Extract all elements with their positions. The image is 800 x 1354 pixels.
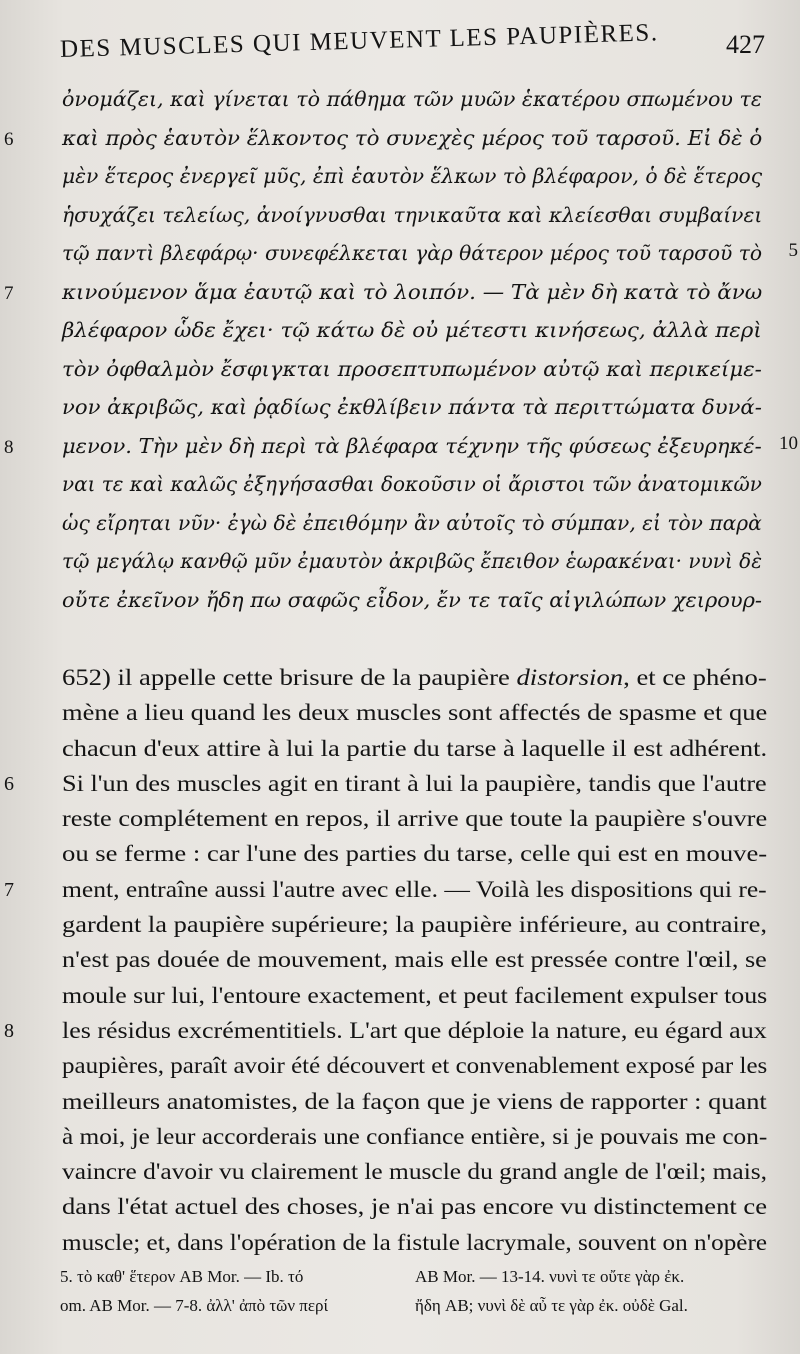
greek-line-text: ὡς εἴρηται νῦν· ἐγὼ δὲ ἐπειθόμην ἂν αὐτοῖς τὸ σύμπαν, εἰ τὸν παρὰ: [62, 510, 762, 535]
french-line-segment: mène a lieu quand les deux muscles sont affectés de spasme et que: [62, 700, 768, 726]
french-line: [40, 942, 770, 977]
french-line-text: [62, 978, 767, 1013]
french-line: [4, 872, 770, 907]
french-line-segment: Si l'un des muscles agit en tirant à lui la paupière, tandis que l'autre: [62, 770, 767, 796]
greek-line: [40, 388, 770, 427]
french-line: [40, 907, 770, 942]
greek-line-text: τῷ παντὶ βλεφάρῳ· συνεφέλκεται γὰρ θάτερον μέρος τοῦ ταρσοῦ τὸ: [62, 241, 763, 265]
greek-line-text: ὀνομάζει, καὶ γίνεται τὸ πάθημα τῶν μυῶν ἑκατέρου σπωμένου τε: [62, 87, 762, 111]
greek-line: [40, 581, 770, 620]
french-line-text: [62, 907, 767, 942]
margin-section-number: 7: [4, 282, 14, 304]
footnote-line: [60, 1291, 770, 1320]
margin-section-number: 7: [4, 878, 14, 901]
greek-line: [4, 119, 770, 158]
french-line: [40, 1154, 770, 1189]
french-line-segment: ou se ferme : car l'une des parties du tarse, celle qui est en mouve-: [62, 841, 768, 867]
footnote-line: [60, 1262, 770, 1291]
margin-section-number: 6: [4, 772, 14, 795]
running-title: DES MUSCLES QUI MEUVENT LES PAUPIÈRES.: [59, 19, 659, 63]
french-line-segment: , et ce phéno-: [623, 665, 767, 690]
greek-line: [40, 350, 770, 389]
french-line-segment: dans l'état actuel des choses, je n'ai pas encore vu distinctement ce: [62, 1194, 768, 1220]
french-line-text: [62, 1084, 767, 1119]
french-line-text: [62, 766, 767, 801]
italic-term: distorsion: [516, 665, 624, 690]
footnote-right-column: ἤδη AB; νυνὶ δὲ αὖ τε γὰρ ἐκ. οὐδὲ Gal.: [415, 1296, 688, 1315]
french-line: [40, 695, 770, 730]
greek-line-text: ναι τε καὶ καλῶς ἐξηγήσασθαι δοκοῦσιν οἱ ἄριστοι τῶν ἀνατομικῶν: [62, 472, 762, 496]
greek-line-text: μὲν ἕτερος ἐνεργεῖ μῦς, ἐπὶ ἑαυτὸν ἕλκων τὸ βλέφαρον, ὁ δὲ ἕτερος: [62, 164, 763, 188]
greek-line: [40, 80, 770, 119]
french-line: [4, 766, 770, 801]
footnote-left-column: om. AB Mor. — 7-8. ἀλλ' ἀπὸ τῶν περί: [60, 1296, 329, 1315]
french-line-text: [62, 872, 767, 907]
french-line-text: [62, 1225, 767, 1260]
footnote-left-column: 5. τὸ καθ' ἕτερον AB Mor. — Ib. τό: [60, 1267, 304, 1286]
greek-line: [40, 196, 770, 235]
greek-line-text: ἡσυχάζει τελείως, ἀνοίγνυσθαι τηνικαῦτα καὶ κλείεσθαι συμβαίνει: [62, 202, 763, 227]
french-line-segment: muscle; et, dans l'opération de la fistule lacrymale, souvent on n'opère: [62, 1229, 767, 1255]
greek-line: [40, 311, 770, 350]
french-line: [40, 731, 770, 766]
french-line: [40, 836, 770, 871]
greek-line-text: βλέφαρον ὧδε ἔχει· τῷ κάτω δὲ οὐ μέτεστι κινήσεως, ἀλλὰ περὶ: [62, 318, 762, 342]
french-line-text: [62, 660, 767, 695]
french-line-segment: ment, entraîne aussi l'autre avec elle. — Voilà les dispositions qui re-: [62, 876, 767, 902]
french-line-text: [62, 695, 767, 730]
french-line-segment: n'est pas douée de mouvement, mais elle est pressée contre l'œil, se: [62, 947, 767, 973]
french-line-segment: à moi, je leur accorderais une confiance entière, si je pouvais me con-: [62, 1123, 768, 1149]
french-line-segment: gardent la paupière supérieure; la paupière inférieure, au contraire,: [62, 912, 767, 938]
french-line-text: [62, 731, 767, 766]
french-line-text: [62, 1119, 767, 1154]
french-line: [40, 1119, 770, 1154]
footnotes: [60, 1262, 770, 1320]
french-line-text: [62, 801, 767, 836]
greek-line: [40, 504, 770, 543]
greek-line-text: τὸν ὀφθαλμὸν ἔσφιγκται προσεπτυπωμένον αὐτῷ καὶ περικείμε-: [62, 356, 762, 381]
french-line: [40, 801, 770, 836]
greek-line: [40, 465, 770, 504]
french-line-segment: vaincre d'avoir vu clairement le muscle du grand angle de l'œil; mais,: [62, 1159, 768, 1185]
french-line-segment: meilleurs anatomistes, de la façon que je viens de rapporter : quant: [62, 1088, 767, 1114]
french-line: [40, 978, 770, 1013]
margin-line-number: 5: [788, 240, 798, 261]
greek-line-text: καὶ πρὸς ἑαυτὸν ἕλκοντος τὸ συνεχὲς μέρος τοῦ ταρσοῦ. Εἰ δὲ ὁ: [62, 125, 763, 150]
margin-section-number: 8: [4, 1019, 14, 1042]
french-line: [40, 1048, 770, 1083]
french-line: [40, 660, 770, 695]
french-line-segment: reste complétement en repos, il arrive que toute la paupière s'ouvre: [62, 806, 768, 832]
french-translation-block: [4, 660, 770, 1260]
french-line-segment: paupières, paraît avoir été découvert et convenablement exposé par les: [62, 1053, 768, 1079]
page-number: 427: [726, 30, 765, 59]
margin-line-number: 10: [779, 432, 798, 454]
greek-line-text: μενον. Τὴν μὲν δὴ περὶ τὰ βλέφαρα τέχνην τῆς φύσεως ἐξευρηκέ-: [62, 433, 762, 458]
greek-text-block: [4, 80, 798, 619]
greek-line-text: νον ἀκριβῶς, καὶ ῥᾳδίως ἐκθλίβειν πάντα τὰ περιττώματα δυνά-: [62, 395, 762, 419]
greek-line: [40, 234, 798, 273]
french-line: [4, 1013, 770, 1048]
footnote-right-column: AB Mor. — 13-14. νυνὶ τε οὔτε γὰρ ἐκ.: [415, 1267, 685, 1286]
greek-line: [40, 542, 770, 581]
french-line-text: [62, 1154, 767, 1189]
greek-line: [4, 273, 770, 312]
french-line: [40, 1225, 770, 1260]
page-header: [59, 19, 765, 70]
greek-line: [4, 427, 798, 466]
french-line-text: [62, 1048, 767, 1083]
greek-line-text: κινούμενον ἅμα ἑαυτῷ καὶ τὸ λοιπόν. — Τὰ μὲν δὴ κατὰ τὸ ἄνω: [62, 279, 763, 304]
greek-line: [40, 157, 770, 196]
french-line: [40, 1084, 770, 1119]
french-line-text: [62, 1189, 767, 1224]
french-line-segment: moule sur lui, l'entoure exactement, et peut facilement expulser tous: [62, 982, 768, 1008]
margin-section-number: 8: [4, 436, 14, 458]
greek-line-text: τῷ μεγάλῳ κανθῷ μῦν ἐμαυτὸν ἀκριβῶς ἔπειθον ἑωρακέναι· νυνὶ δὲ: [62, 549, 762, 573]
french-line-segment: les résidus excrémentitiels. L'art que déploie la nature, eu égard aux: [62, 1017, 767, 1043]
greek-line-text: οὔτε ἐκεῖνον ἤδη πω σαφῶς εἶδον, ἔν τε ταῖς αἰγιλώπων χειρουρ-: [62, 587, 762, 612]
margin-section-number: 6: [4, 128, 14, 150]
french-line-text: [62, 836, 767, 871]
french-line: [40, 1189, 770, 1224]
french-line-text: [62, 1013, 767, 1048]
french-line-segment: chacun d'eux attire à lui la partie du tarse à laquelle il est adhérent.: [62, 735, 768, 761]
french-line-text: [62, 942, 767, 977]
french-line-segment: 652) il appelle cette brisure de la paupière: [62, 665, 517, 690]
